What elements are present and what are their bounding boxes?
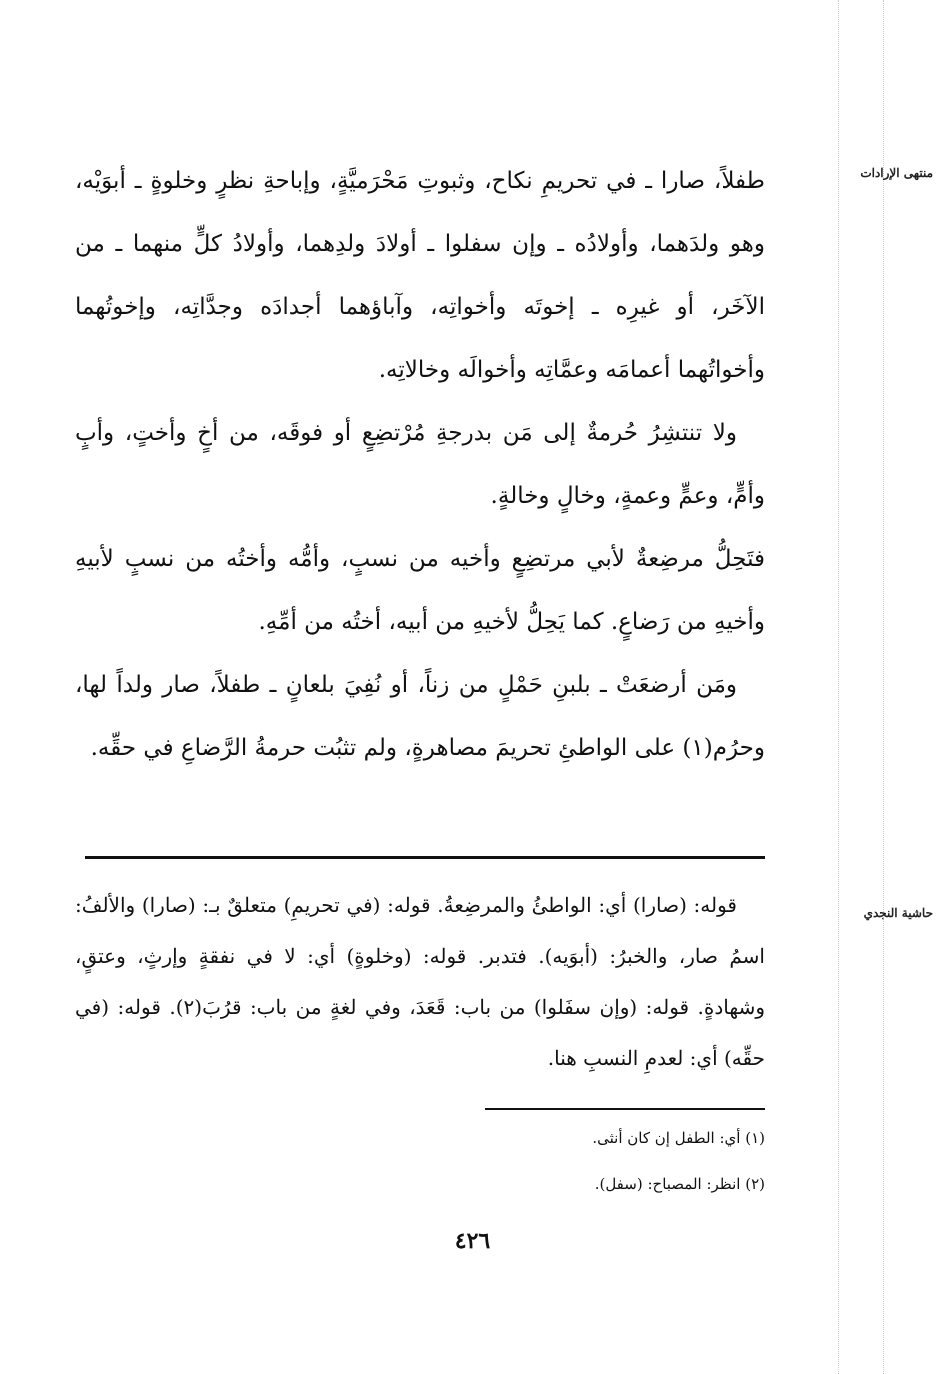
main-paragraph: ولا تنتشِرُ حُرمةٌ إلى مَن بدرجةِ مُرْتضِعٍ أو فوقَه، من أخٍ وأختٍ، وأبٍ وأمٍّ، وعمٍّ وعمةٍ، وخالٍ وخالةٍ. <box>75 420 765 509</box>
margin-guide <box>883 0 885 1374</box>
commentary-text <box>75 880 765 1084</box>
section-divider <box>85 856 765 859</box>
page-number: ٤٢٦ <box>454 1228 491 1254</box>
main-paragraph: فتَحِلُّ مرضِعةٌ لأبي مرتضِعٍ وأخيه من نسبٍ، وأمُّه وأختُه من نسبٍ لأبيهِ وأخيهِ من رَضاعٍ. كما يَحِلُّ لأخيهِ من أبيه، أختُه من أمِّهِ. <box>75 546 765 635</box>
main-paragraph: ومَن أرضعَتْ ـ بلبنِ حَمْلٍ من زناً، أو نُفِيَ بلعانٍ ـ طفلاً، صار ولداً لها، وحرُم(١) على الواطئِ تحريمَ مصاهرةٍ، ولم تثبُت حرمةُ الرَّضاعِ في حقِّه. <box>75 672 765 761</box>
footnotes <box>300 1122 765 1214</box>
side-label-main: منتهى الإرادات <box>860 166 933 180</box>
footnote-1: (١) أي: الطفل إن كان أنثى. <box>592 1129 765 1147</box>
margin-guide <box>838 0 840 1374</box>
footnote-2: (٢) انظر: المصباح: (سفل). <box>594 1175 765 1193</box>
main-text <box>75 150 765 780</box>
commentary-paragraph: قوله: (صارا) أي: الواطئُ والمرضِعةُ. قوله: (في تحريمِ) متعلقٌ بـ: (صارا) والألفُ: اسمُ صار، والخبرُ: (أبوَيه). فتدبر. قوله: (وخلوةٍ) أي: لا في نفقةٍ وإرثٍ، وعتقٍ، وشهادةٍ. قوله: (وإن سفَلوا) من باب: قَعَدَ، وفي لغةٍ من باب: قرُبَ(٢). قوله: (في حقِّه) أي: لعدمِ النسبِ هنا. <box>75 893 766 1070</box>
footnote-divider <box>485 1108 765 1110</box>
main-paragraph: طفلاً، صارا ـ في تحريمِ نكاح، وثبوتِ مَحْرَميَّةٍ، وإباحةِ نظرٍ وخلوةٍ ـ أبوَيْه، وهو ولدَهما، وأولادُه ـ وإن سفلوا ـ أولادَ ولدِهما، وأولادُ كلٍّ منهما ـ من الآخَر، أو غيرِه ـ إخوتَه وأخواتِه، وآباؤهما أجدادَه وجدَّاتِه، وإخوتُهما وأخواتُهما أعمامَه وعمَّاتِه وأخوالَه وخالاتِه. <box>75 168 765 383</box>
side-label-commentary: حاشية النجدي <box>863 906 933 920</box>
